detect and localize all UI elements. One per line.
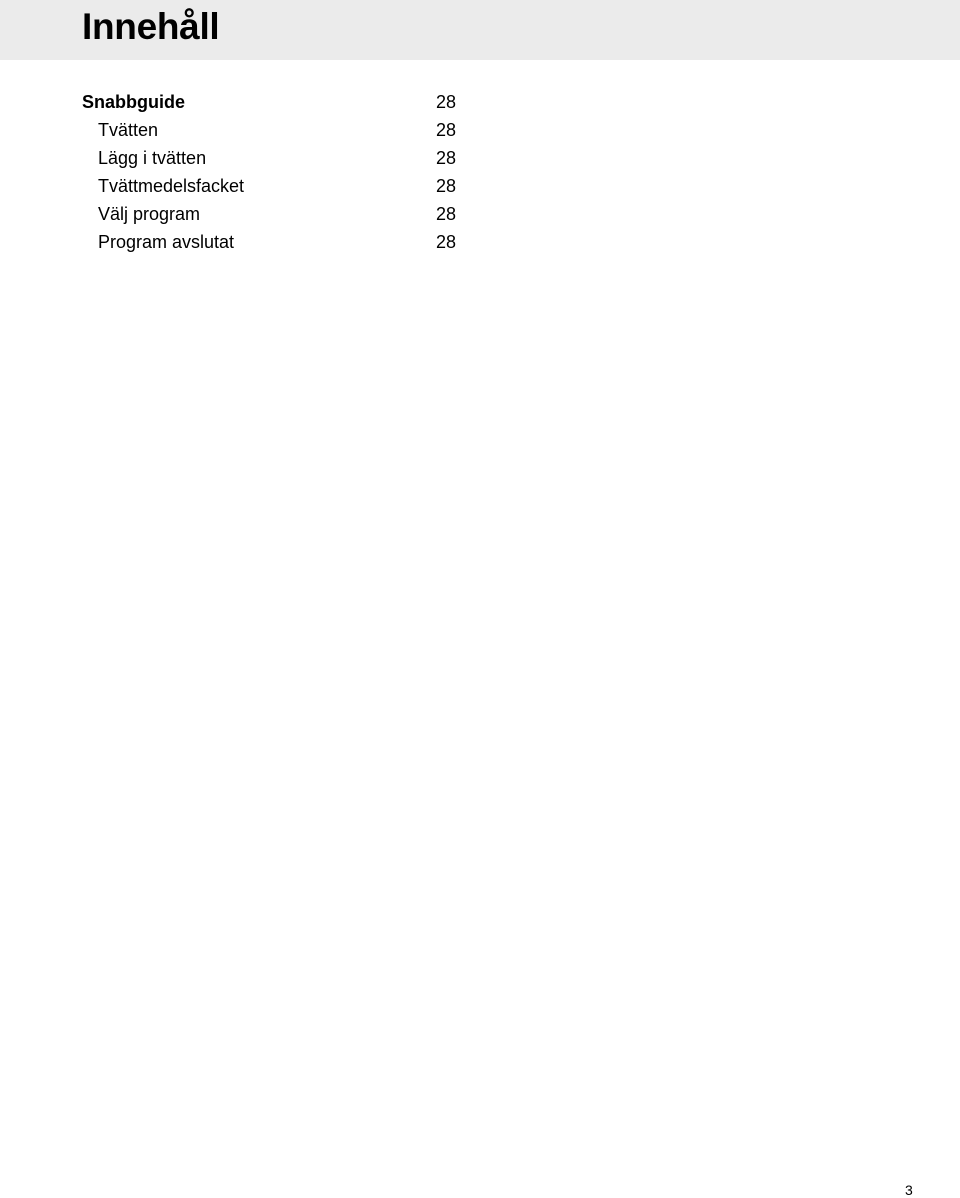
toc-entry-label: Lägg i tvätten	[98, 148, 207, 168]
toc-entry-page: 28	[436, 176, 457, 196]
toc-entry-page: 28	[436, 92, 457, 112]
toc-entry-tvattmedelsfacket[interactable]	[82, 172, 462, 200]
toc-entry-valj-program[interactable]	[82, 200, 462, 228]
toc-entry-label: Program avslutat	[98, 232, 235, 252]
toc-entry-program-avslutat[interactable]	[82, 228, 462, 256]
page-title: Innehåll	[82, 6, 220, 47]
toc-entry-lagg-i-tvatten[interactable]	[82, 144, 462, 172]
page-number: 3	[905, 1182, 913, 1198]
toc-entry-label: Välj program	[98, 204, 201, 224]
toc-entry-page: 28	[436, 120, 457, 140]
toc-entry-page: 28	[436, 148, 457, 168]
toc-entry-snabbguide[interactable]	[82, 88, 462, 116]
toc-entry-page: 28	[436, 204, 457, 224]
toc-entry-label: Snabbguide	[82, 92, 185, 112]
table-of-contents	[82, 88, 462, 256]
toc-entry-label: Tvättmedelsfacket	[98, 176, 245, 196]
toc-entry-tvatten[interactable]	[82, 116, 462, 144]
header-band	[0, 0, 960, 60]
toc-entry-label: Tvätten	[98, 120, 159, 140]
toc-entry-page: 28	[436, 232, 457, 252]
